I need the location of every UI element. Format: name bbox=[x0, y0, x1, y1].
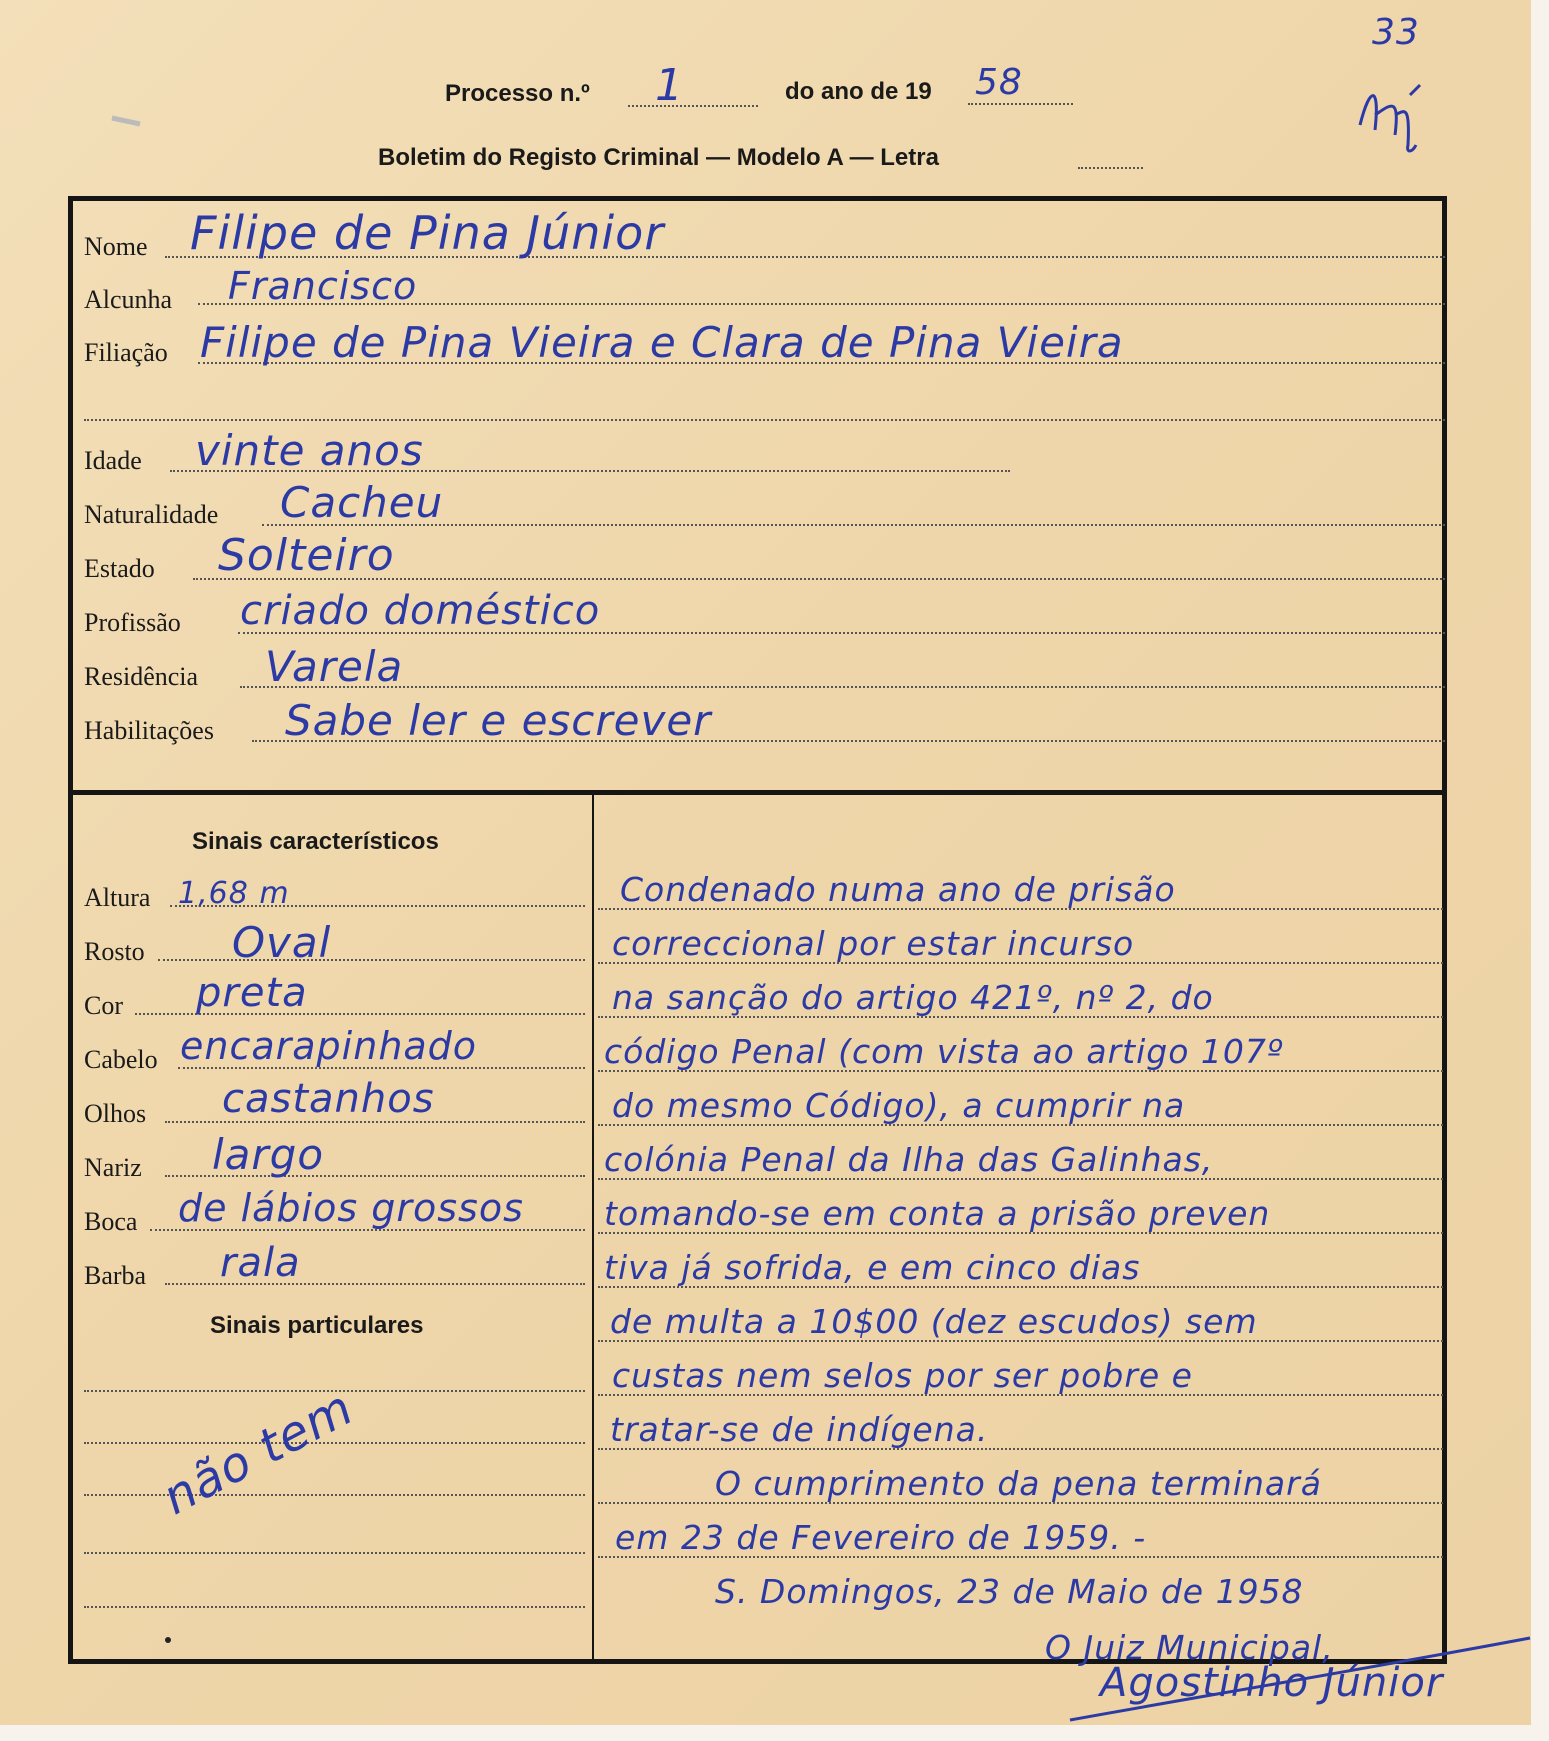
naturalidade-label: Naturalidade bbox=[84, 500, 219, 529]
sentence-line: em 23 de Fevereiro de 1959. - bbox=[615, 1518, 1147, 1557]
signature-flourish bbox=[1060, 1630, 1540, 1730]
rosto-value: Oval bbox=[232, 918, 332, 967]
olhos-label: Olhos bbox=[84, 1099, 147, 1128]
initials-mark bbox=[1350, 55, 1430, 155]
sentence-line: S. Domingos, 23 de Maio de 1958 bbox=[715, 1572, 1304, 1611]
signature: Agostinho Júnior bbox=[1100, 1660, 1444, 1706]
estado-value: Solteiro bbox=[218, 530, 395, 581]
page-number: 33 bbox=[1372, 12, 1420, 53]
ink-dot bbox=[165, 1637, 171, 1643]
staple-mark bbox=[110, 110, 150, 130]
sentence-line: O cumprimento da pena terminará bbox=[715, 1464, 1322, 1503]
cabelo-label: Cabelo bbox=[84, 1045, 158, 1074]
cabelo-value: encarapinhado bbox=[180, 1024, 478, 1068]
ano-value: 58 bbox=[975, 62, 1023, 103]
letra-dotline bbox=[1078, 167, 1143, 169]
sentence-line: correccional por estar incurso bbox=[612, 924, 1135, 963]
sentence-line: na sanção do artigo 421º, nº 2, do bbox=[612, 978, 1214, 1017]
sinais-title: Sinais característicos bbox=[192, 828, 439, 855]
cor-value: preta bbox=[196, 970, 308, 1016]
processo-value: 1 bbox=[655, 60, 684, 111]
particulares-title: Sinais particulares bbox=[210, 1312, 424, 1339]
residencia-label: Residência bbox=[84, 662, 199, 691]
barba-value: rala bbox=[220, 1240, 301, 1286]
filiacao-label: Filiação bbox=[84, 338, 168, 367]
particulares-value: não tem bbox=[153, 1379, 363, 1526]
residencia-value: Varela bbox=[265, 642, 404, 691]
nariz-label: Nariz bbox=[84, 1153, 142, 1182]
sentence-line: custas nem selos por ser pobre e bbox=[612, 1356, 1193, 1395]
nome-label: Nome bbox=[84, 232, 148, 261]
residencia-dotline bbox=[240, 686, 1445, 688]
rosto-label: Rosto bbox=[84, 937, 145, 966]
filiacao-value: Filipe de Pina Vieira e Clara de Pina Vieira bbox=[200, 318, 1124, 367]
sentence-line: O Juiz Municipal, bbox=[1045, 1628, 1334, 1667]
altura-label: Altura bbox=[84, 883, 151, 912]
olhos-value: castanhos bbox=[222, 1076, 435, 1122]
processo-dotline bbox=[628, 105, 758, 107]
idade-label: Idade bbox=[84, 446, 142, 475]
alcunha-value: Francisco bbox=[228, 264, 418, 308]
ano-label: do ano de 19 bbox=[785, 78, 932, 105]
particulares-dotline-5 bbox=[84, 1606, 585, 1608]
sentence-line: tomando-se em conta a prisão preven bbox=[604, 1194, 1271, 1233]
ano-dotline bbox=[968, 103, 1073, 105]
sentence-line: de multa a 10$00 (dez escudos) sem bbox=[610, 1302, 1258, 1341]
sentence-line: Condenado numa ano de prisão bbox=[620, 870, 1176, 909]
processo-label: Processo n.º bbox=[445, 80, 590, 107]
estado-label: Estado bbox=[84, 554, 155, 583]
naturalidade-value: Cacheu bbox=[280, 478, 444, 527]
barba-label: Barba bbox=[84, 1261, 147, 1290]
profissao-label: Profissão bbox=[84, 608, 181, 637]
altura-value: 1,68 m bbox=[178, 876, 290, 911]
boca-label: Boca bbox=[84, 1207, 138, 1236]
cor-label: Cor bbox=[84, 991, 123, 1020]
rosto-dotline bbox=[158, 959, 585, 961]
sentence-line: do mesmo Código), a cumprir na bbox=[612, 1086, 1186, 1125]
sentence-line: código Penal (com vista ao artigo 107º bbox=[604, 1032, 1284, 1071]
particulares-dotline-3 bbox=[84, 1494, 585, 1496]
sentence-line: tiva já sofrida, e em cinco dias bbox=[604, 1248, 1141, 1287]
nome-value: Filipe de Pina Júnior bbox=[190, 206, 665, 260]
profissao-value: criado doméstico bbox=[240, 588, 601, 634]
boca-value: de lábios grossos bbox=[178, 1186, 524, 1230]
boletim-title: Boletim do Registo Criminal — Modelo A — Letra bbox=[378, 144, 939, 171]
habilitacoes-value: Sabe ler e escrever bbox=[285, 696, 712, 745]
sentence-line: tratar-se de indígena. bbox=[610, 1410, 989, 1449]
filiacao-dotline-2 bbox=[84, 419, 1445, 421]
column-divider bbox=[592, 795, 594, 1660]
scan-edge-right bbox=[1531, 0, 1549, 1741]
frame-divider bbox=[68, 790, 1447, 795]
sentence-line: colónia Penal da Ilha das Galinhas, bbox=[604, 1140, 1214, 1179]
particulares-dotline-4 bbox=[84, 1552, 585, 1554]
alcunha-label: Alcunha bbox=[84, 285, 173, 314]
idade-value: vinte anos bbox=[195, 426, 424, 475]
habilitacoes-label: Habilitações bbox=[84, 716, 214, 745]
nariz-value: largo bbox=[212, 1130, 325, 1179]
